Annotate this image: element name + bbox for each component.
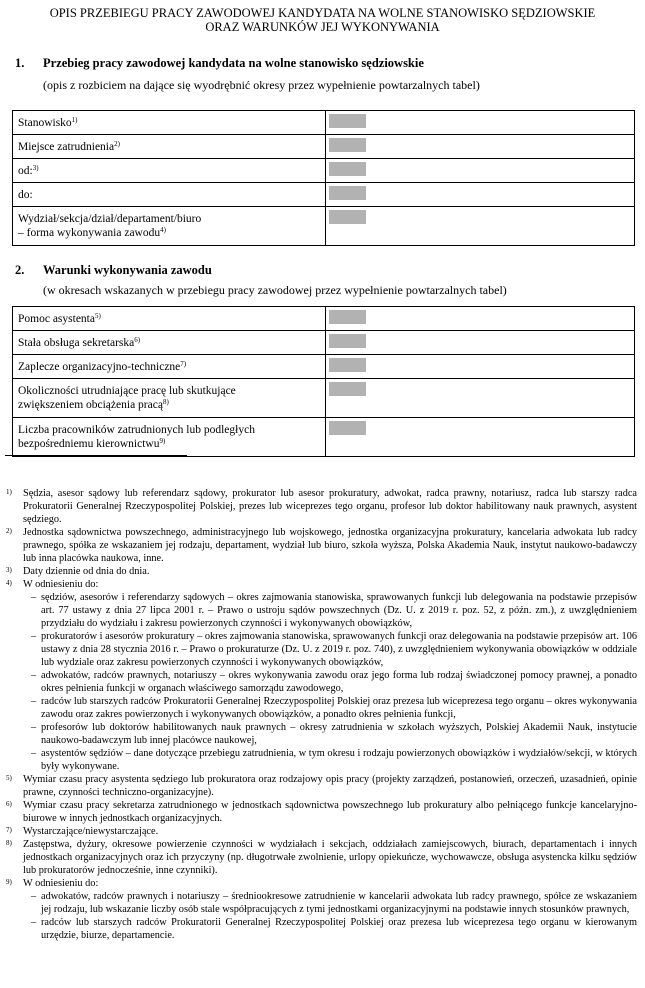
row-label-workload: Okoliczności utrudniające pracę lub skutkujące zwiększeniem obciążenia pracą$^{8)}$ (13, 379, 326, 418)
section1-heading-text: Przebieg pracy zawodowej kandydata na wolne stanowisko sędziowskie (43, 56, 424, 70)
footnote-3: 3) Daty dziennie od dnia do dnia. (6, 566, 150, 577)
section2-subtitle: (w okresach wskazanych w przebiegu pracy zawodowej przez wypełnienie powtarzalnych tabel) (43, 283, 507, 297)
fill-placeholder (329, 358, 366, 372)
table-row (13, 331, 635, 355)
row-label-to: do: (13, 183, 326, 207)
fill-placeholder (329, 334, 366, 348)
document-title-line1: OPIS PRZEBIEGU PRACY ZAWODOWEJ KANDYDATA NA WOLNE STANOWISKO SĘDZIOWSKIE (49, 6, 596, 20)
footnote-list-item: – prokuratorów i asesorów prokuratury – okres zajmowania stanowiska, sprawowanych funkcji oraz delegowania na podstawie przepisów art. 106 ustawy z dnia 28 stycznia 2016 r. – Prawo o prokuraturze (Dz. U. z 2019 r. poz. 740), z uwzględnieniem wykonywania obowiązków w oddziale lub wydziale oraz zakresu powierzonych czynności i wykonywanych obowiązków, (31, 631, 637, 668)
position-field[interactable] (326, 111, 635, 135)
secretary-field[interactable] (326, 331, 635, 355)
fill-placeholder (329, 138, 366, 152)
row-label-department: Wydział/sekcja/dział/departament/biuro – forma wykonywania zawodu$^{4)}$ (13, 207, 326, 246)
table-row (13, 418, 635, 457)
row-label-workplace: Miejsce zatrudnienia$^{2)}$ (13, 135, 326, 159)
fill-placeholder (329, 162, 366, 176)
row-label-assistant: Pomoc asystenta$^{5)}$ (13, 307, 326, 331)
section1-table (12, 110, 635, 246)
row-label-from: od:$^{3)}$ (13, 159, 326, 183)
fill-placeholder (329, 421, 366, 435)
table-row (13, 207, 635, 246)
section2-number: 2. (15, 263, 25, 277)
section2-table (12, 306, 635, 457)
table-row (13, 183, 635, 207)
table-row (13, 355, 635, 379)
fill-placeholder (329, 382, 366, 396)
section2-heading-text: Warunki wykonywania zawodu (43, 263, 212, 277)
table-row (13, 379, 635, 418)
fill-placeholder (329, 310, 366, 324)
technical-support-field[interactable] (326, 355, 635, 379)
footnote-8: 8) Zastępstwa, dyżury, okresowe powierzenie czynności w wydziałach i sekcjach, oddziałach zamiejscowych, biurach, departamentach i innych jednostkach organizacyjnych oraz ich przyczyny (np. długotrwałe zwolnienie, urlopy opiekuńcze, wychowawcze, obsługa asystencka kilku sędziów lub prokuratorów jednocześnie, inne czynniki). (6, 839, 637, 876)
employees-field[interactable] (326, 418, 635, 457)
row-label-technical-support: Zaplecze organizacyjno-techniczne$^{7)}$ (13, 355, 326, 379)
workload-field[interactable] (326, 379, 635, 418)
fill-placeholder (329, 210, 366, 224)
section1-heading (15, 56, 424, 71)
date-to-field[interactable] (326, 183, 635, 207)
row-label-employees: Liczba pracowników zatrudnionych lub podległych bezpośredniemu kierownictwu$^{9)}$ (13, 418, 326, 457)
row-label-position: Stanowisko$^{1)}$ (13, 111, 326, 135)
section2-heading (15, 263, 212, 278)
department-field[interactable] (326, 207, 635, 246)
table-row (13, 159, 635, 183)
footnotes (0, 487, 645, 942)
table-row (13, 111, 635, 135)
assistant-field[interactable] (326, 307, 635, 331)
table-row (13, 307, 635, 331)
footnote-5: 5) Wymiar czasu pracy asystenta sędziego lub prokuratora oraz rodzajowy opis pracy (projekty zarządzeń, postanowień, orzeczeń, uzasadnień, opinie prawne, czynności techniczno-organizacyjne). (6, 774, 637, 798)
section1-number: 1. (15, 56, 25, 70)
footnote-list-item: – asystentów sędziów – dane dotyczące przebiegu zatrudnienia, w tym okresu i rodzaju powierzonych obowiązków i wydziałów/sekcji, w których były wykonywane. (31, 748, 637, 772)
document-title-line2: ORAZ WARUNKÓW JEJ WYKONYWANIA (205, 20, 440, 34)
table-row (13, 135, 635, 159)
footnote-divider (5, 455, 187, 456)
fill-placeholder (329, 186, 366, 200)
footnote-7: 7) Wystarczające/niewystarczające. (6, 826, 159, 837)
footnote-list-item: – radców lub starszych radców Prokuratorii Generalnej Rzeczypospolitej Polskiej oraz prezesa lub wiceprezesa tego organu – okres wykonywania zawodu oraz zakres powierzonych i wykonywanych obowiązków, a ponadto okres pełnienia funkcji, (31, 696, 637, 720)
section1-subtitle: (opis z rozbiciem na dające się wyodrębnić okresy przez wypełnienie powtarzalnych tabel) (43, 78, 480, 92)
footnote-list-item: – adwokatów, radców prawnych, notariuszy – okres wykonywania zawodu oraz jego forma lub rodzaj świadczonej pomocy prawnej, a ponadto okres pełnienia funkcji w organach właściwego samorządu zawodowego, (31, 670, 637, 694)
workplace-field[interactable] (326, 135, 635, 159)
footnote-list-item: – profesorów lub doktorów habilitowanych nauk prawnych – okresy zatrudnienia w szkołach wyższych, Polskiej Akademii Nauk, instytucie naukowo-badawczym lub innej placówce naukowej, (31, 722, 637, 746)
row-label-secretary: Stała obsługa sekretarska$^{6)}$ (13, 331, 326, 355)
footnote-list-item: – sędziów, asesorów i referendarzy sądowych – okres zajmowania stanowiska, sprawowanych funkcji lub delegowania na podstawie przepisów art. 77 ustawy z dnia 27 lipca 2001 r. – Prawo o ustroju sądów powszechnych (Dz. U. z 2019 r. poz. 52, z późn. zm.), z uwzględnieniem przydziału do wydziału i zakresu powierzonych czynności i wykonywanych obowiązków, (31, 592, 637, 629)
date-from-field[interactable] (326, 159, 635, 183)
footnote-2: 2) Jednostka sądownictwa powszechnego, administracyjnego lub wojskowego, jednostka organizacyjna prokuratury, kancelaria adwokata lub radcy prawnego, spółka ze wskazaniem jej rodzaju, departament, wydział lub biuro, szkoła wyższa, Polska Akademia Nauk, instytut naukowo-badawczy lub inna placówka naukowa, inne. (6, 527, 637, 564)
footnote-list-item: – radców lub starszych radców Prokuratorii Generalnej Rzeczypospolitej Polskiej oraz prezesa lub wiceprezesa tego organu w kierowanym urzędzie, biurze, departamencie. (31, 917, 637, 941)
footnote-9: 9) W odniesieniu do: – adwokatów, radców prawnych i notariuszy – średniookresowe zatrudnienie w kancelarii adwokata lub radcy prawnego, spółce ze wskazaniem jej rodzaju, lub wskazanie liczby osób stale współpracujących z tymi jednostkami organizacyjnymi na podstawie innych stosunków prawnych, – radców lub starszych radców Prokuratorii Generalnej Rzeczypospolitej Polskiej oraz prezesa lub wiceprezesa tego organu w kierowanym urzędzie, biurze, departamencie. (6, 878, 637, 941)
footnote-1: 1) Sędzia, asesor sądowy lub referendarz sądowy, prokurator lub asesor prokuratury, adwokat, radca prawny, notariusz, radca lub starszy radca Prokuratorii Generalnej Rzeczypospolitej Polskiej, prezes lub wiceprezes tego organu, profesor lub doktor habilitowany nauk prawnych, asystent sędziego. (6, 488, 637, 525)
footnote-list-item: – adwokatów, radców prawnych i notariuszy – średniookresowe zatrudnienie w kancelarii adwokata lub radcy prawnego, spółce ze wskazaniem jej rodzaju, lub wskazanie liczby osób stale współpracujących z tymi jednostkami organizacyjnymi na podstawie innych stosunków prawnych, (31, 891, 637, 915)
footnote-6: 6) Wymiar czasu pracy sekretarza zatrudnionego w jednostkach sądownictwa powszechnego lub prokuratury albo pełniącego funkcje kancelaryjno-biurowe w innych jednostkach organizacyjnych. (6, 800, 637, 824)
fill-placeholder (329, 114, 366, 128)
footnote-4: 4) W odniesieniu do: – sędziów, asesorów i referendarzy sądowych – okres zajmowania stanowiska, sprawowanych funkcji lub delegowania na podstawie przepisów art. 77 ustawy z dnia 27 lipca 2001 r. – Prawo o ustroju sądów powszechnych (Dz. U. z 2019 r. poz. 52, z późn. zm.), z uwzględnieniem przydziału do wydziału i zakresu powierzonych czynności i wykonywanych obowiązków, – prokuratorów i asesorów prokuratury – okres zajmowania stanowiska, sprawowanych funkcji oraz delegowania na podstawie przepisów art. 106 ustawy z dnia 28 stycznia 2016 r. – Prawo o prokuraturze (Dz. U. z 2019 r. poz. 740), z uwzględnieniem wykonywania obowiązków w oddziale lub wydziale oraz zakresu powierzonych czynności i wykonywanych obowiązków, – adwokatów, radców prawnych, notariuszy – okres wykonywania zawodu oraz jego forma lub rodzaj świadczonej pomocy prawnej, a ponadto okres pełnienia funkcji w organach właściwego samorządu zawodowego, – radców lub starszych radców Prokuratorii Generalnej Rzeczypospolitej Polskiej oraz prezesa lub wiceprezesa tego organu – okres wykonywania zawodu oraz zakres powierzonych i wykonywanych obowiązków, a ponadto okres pełnienia funkcji, – profesorów lub doktorów habilitowanych nauk prawnych – okresy zatrudnienia w szkołach wyższych, Polskiej Akademii Nauk, instytucie naukowo-badawczym lub innej placówce naukowej, – asystentów sędziów – dane dotyczące przebiegu zatrudnienia, w tym okresu i rodzaju powierzonych obowiązków i wydziałów/sekcji, w których były wykonywane. (6, 579, 637, 772)
